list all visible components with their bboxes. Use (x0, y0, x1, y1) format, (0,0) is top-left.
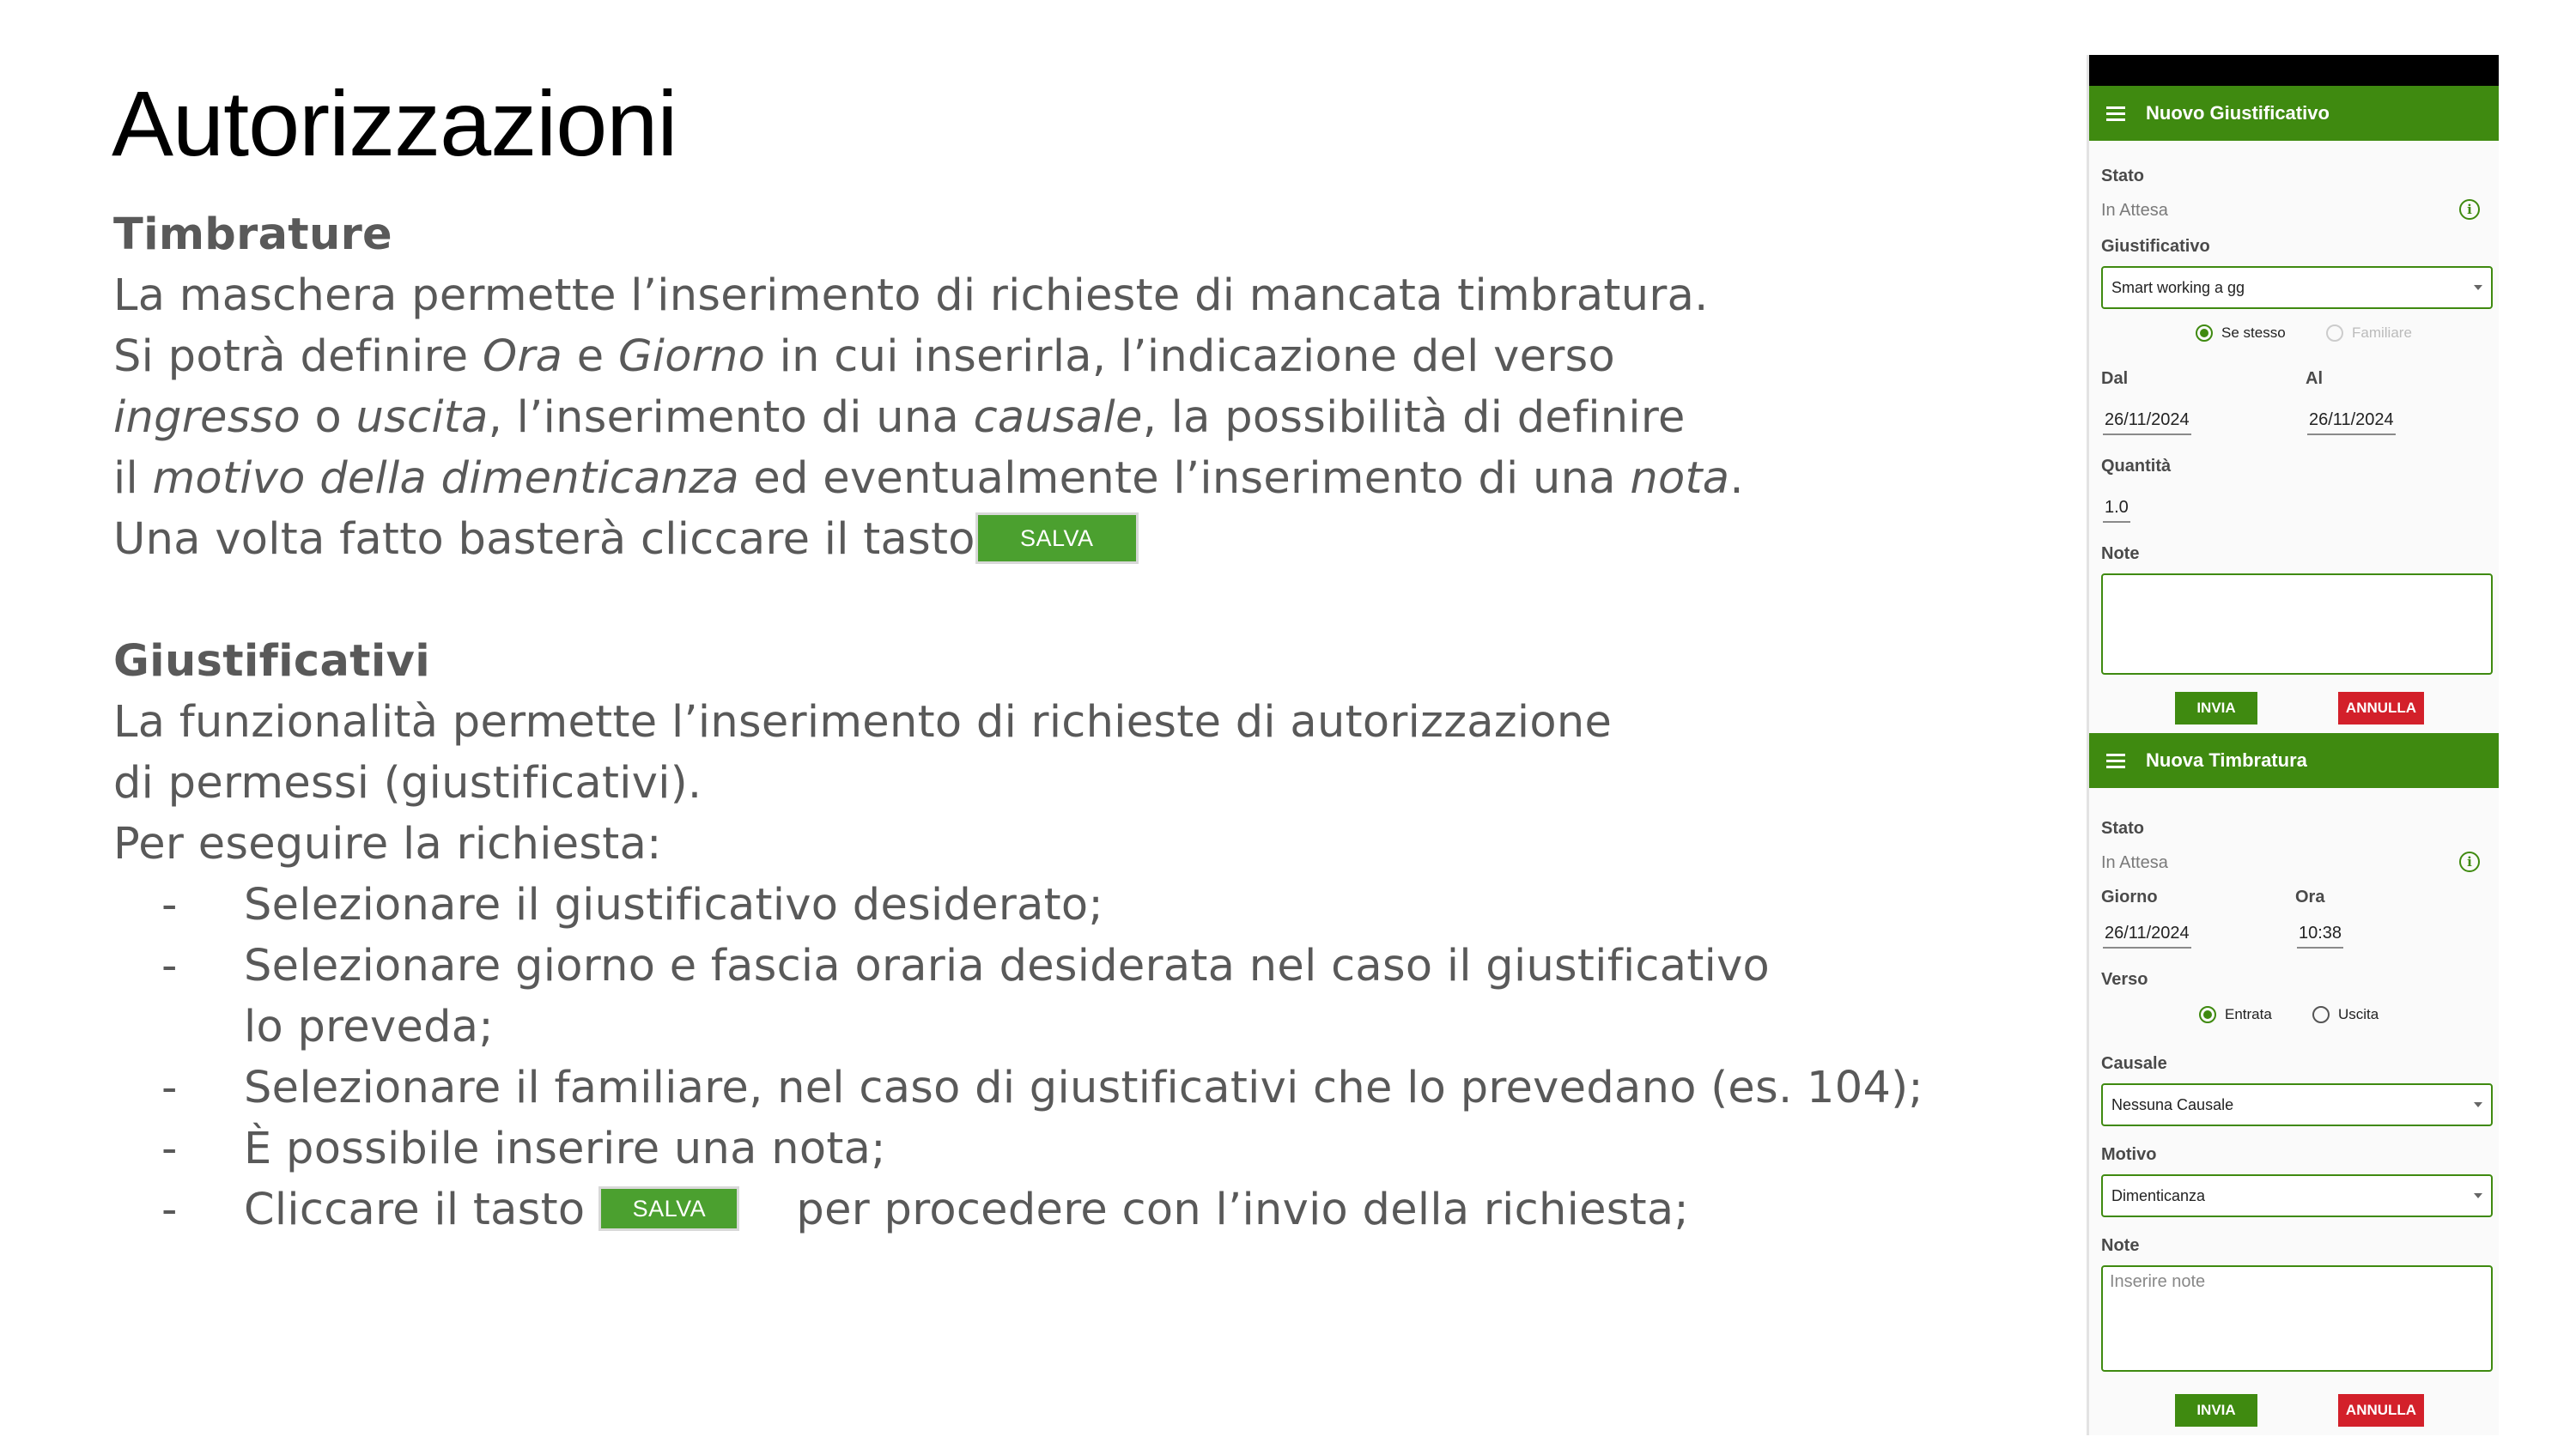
bullet-dash: - (161, 1124, 178, 1174)
giorno-date-field[interactable]: 26/11/2024 (2103, 924, 2191, 949)
spacer (113, 570, 2002, 631)
salva-button-image: SALVA (598, 1186, 739, 1231)
bullet-item (113, 1058, 2002, 1119)
ora-time-field[interactable]: 10:38 (2297, 924, 2343, 949)
invia-button[interactable]: INVIA (2175, 692, 2257, 724)
bullet-text: Selezionare il giustificativo desiderato; (244, 880, 1103, 931)
causale-select[interactable] (2101, 1083, 2493, 1126)
slide-title: Autorizzazioni (112, 71, 677, 175)
text-run-italic: causale (973, 392, 1143, 443)
quantita-label: Quantità (2101, 457, 2172, 476)
bullet-text: Cliccare il tasto (244, 1185, 586, 1235)
radio-label: Familiare (2352, 324, 2412, 341)
al-label: Al (2306, 369, 2323, 388)
status-bar (2089, 55, 2499, 86)
bullet-dash: - (161, 941, 178, 991)
chevron-down-icon (2474, 1193, 2482, 1198)
text-run-italic: ingresso (113, 392, 301, 443)
text-run-italic: nota (1630, 453, 1730, 504)
bullet-dash: - (161, 1063, 178, 1113)
note-textarea[interactable] (2101, 1265, 2493, 1372)
text-run: , la possibilità di definire (1142, 392, 1686, 443)
note-label: Note (2101, 544, 2140, 563)
text-run: il (113, 453, 153, 504)
giustificativi-heading: Giustificativi (113, 636, 430, 687)
giorno-label: Giorno (2101, 888, 2158, 906)
chevron-down-icon (2474, 285, 2482, 290)
motivo-select[interactable] (2101, 1174, 2493, 1217)
stato-label: Stato (2101, 819, 2144, 838)
app-bar-title: Nuova Timbratura (2146, 749, 2307, 771)
radio-entrata[interactable] (2199, 1006, 2272, 1023)
invia-button[interactable]: INVIA (2175, 1394, 2257, 1427)
radio-unselected-icon (2326, 324, 2343, 342)
body-text (113, 204, 2002, 1240)
menu-icon[interactable] (2106, 754, 2125, 768)
giustificativo-label: Giustificativo (2101, 237, 2210, 256)
bullet-item (113, 1119, 2002, 1179)
note-placeholder: Inserire note (2110, 1272, 2206, 1291)
app-bar-title: Nuovo Giustificativo (2146, 102, 2330, 124)
giustificativo-select-value: Smart working a gg (2111, 279, 2245, 296)
text-run: e (562, 331, 618, 382)
text-run-italic: Giorno (617, 331, 766, 382)
text-run: , l’inserimento di una (488, 392, 974, 443)
salva-button-image: SALVA (975, 512, 1139, 564)
causale-select-value: Nessuna Causale (2111, 1096, 2234, 1113)
giustificativo-select[interactable] (2101, 266, 2493, 309)
stato-value: In Attesa (2101, 853, 2168, 872)
timbrature-line-5 (113, 509, 2002, 570)
causale-label: Causale (2101, 1054, 2167, 1073)
annulla-button[interactable]: ANNULLA (2338, 1394, 2424, 1427)
stato-label: Stato (2101, 167, 2144, 185)
al-date-field[interactable]: 26/11/2024 (2307, 410, 2396, 435)
timbrature-line-2 (113, 326, 2002, 387)
annulla-button[interactable]: ANNULLA (2338, 692, 2424, 724)
quantita-field[interactable]: 1.0 (2103, 498, 2130, 523)
text-run: ed eventualmente l’inserimento di una (738, 453, 1631, 504)
text-run-italic: motivo della dimenticanza (152, 453, 739, 504)
timbrature-heading: Timbrature (113, 209, 392, 260)
motivo-label: Motivo (2101, 1145, 2157, 1164)
app-bar (2089, 733, 2499, 788)
text-run: o (300, 392, 356, 443)
motivo-select-value: Dimenticanza (2111, 1187, 2206, 1204)
text-run: Si potrà definire (113, 331, 483, 382)
radio-selected-icon (2199, 1006, 2216, 1023)
text-run-italic: uscita (355, 392, 489, 443)
giustificativi-line-2: di permessi (giustificativi). (113, 758, 702, 809)
bullet-dash: - (161, 1185, 178, 1235)
text-run-italic: Ora (482, 331, 563, 382)
dal-label: Dal (2101, 369, 2129, 388)
text-run: Una volta fatto basterà cliccare il tasto (113, 514, 975, 565)
radio-familiare[interactable] (2326, 324, 2412, 342)
bullet-text: Selezionare il familiare, nel caso di giustificativi che lo prevedano (es. 104); (244, 1063, 1923, 1113)
radio-selected-icon (2196, 324, 2213, 342)
chevron-down-icon (2474, 1102, 2482, 1107)
bullet-item (113, 875, 2002, 936)
ora-label: Ora (2295, 888, 2325, 906)
menu-icon[interactable] (2106, 106, 2125, 121)
bullet-continuation: lo preveda; (244, 1002, 494, 1052)
timbrature-line-1: La maschera permette l’inserimento di richieste di mancata timbratura. (113, 270, 1709, 321)
radio-se-stesso[interactable] (2196, 324, 2286, 342)
radio-label: Entrata (2225, 1006, 2272, 1022)
note-textarea[interactable] (2101, 573, 2493, 675)
radio-unselected-icon (2312, 1006, 2330, 1023)
dal-date-field[interactable]: 26/11/2024 (2103, 410, 2191, 435)
bullet-text: per procedere con l’invio della richiesta; (796, 1185, 1689, 1235)
verso-label: Verso (2101, 970, 2148, 989)
radio-label: Uscita (2338, 1006, 2379, 1022)
giustificativi-line-3: Per eseguire la richiesta: (113, 819, 662, 870)
bullet-text: Selezionare giorno e fascia oraria desiderata nel caso il giustificativo (244, 941, 1771, 991)
bullet-dash: - (161, 880, 178, 931)
radio-label: Se stesso (2221, 324, 2286, 341)
bullet-item (113, 1179, 2002, 1240)
stato-value: In Attesa (2101, 201, 2168, 220)
timbrature-line-3 (113, 387, 2002, 448)
bullet-item (113, 936, 2002, 997)
info-icon[interactable]: i (2459, 199, 2480, 220)
note-label: Note (2101, 1236, 2140, 1255)
phone-nuova-timbratura (2087, 733, 2499, 1435)
info-icon[interactable]: i (2459, 852, 2480, 872)
bullet-text: È possibile inserire una nota; (244, 1124, 886, 1174)
text-run: in cui inserirla, l’indicazione del verso (765, 331, 1615, 382)
giustificativi-line-1: La funzionalità permette l’inserimento di richieste di autorizzazione (113, 697, 1613, 748)
text-run: . (1729, 453, 1744, 504)
timbrature-line-4 (113, 448, 2002, 509)
phone-nuovo-giustificativo (2087, 55, 2499, 733)
radio-uscita[interactable] (2312, 1006, 2379, 1023)
app-bar (2089, 86, 2499, 141)
